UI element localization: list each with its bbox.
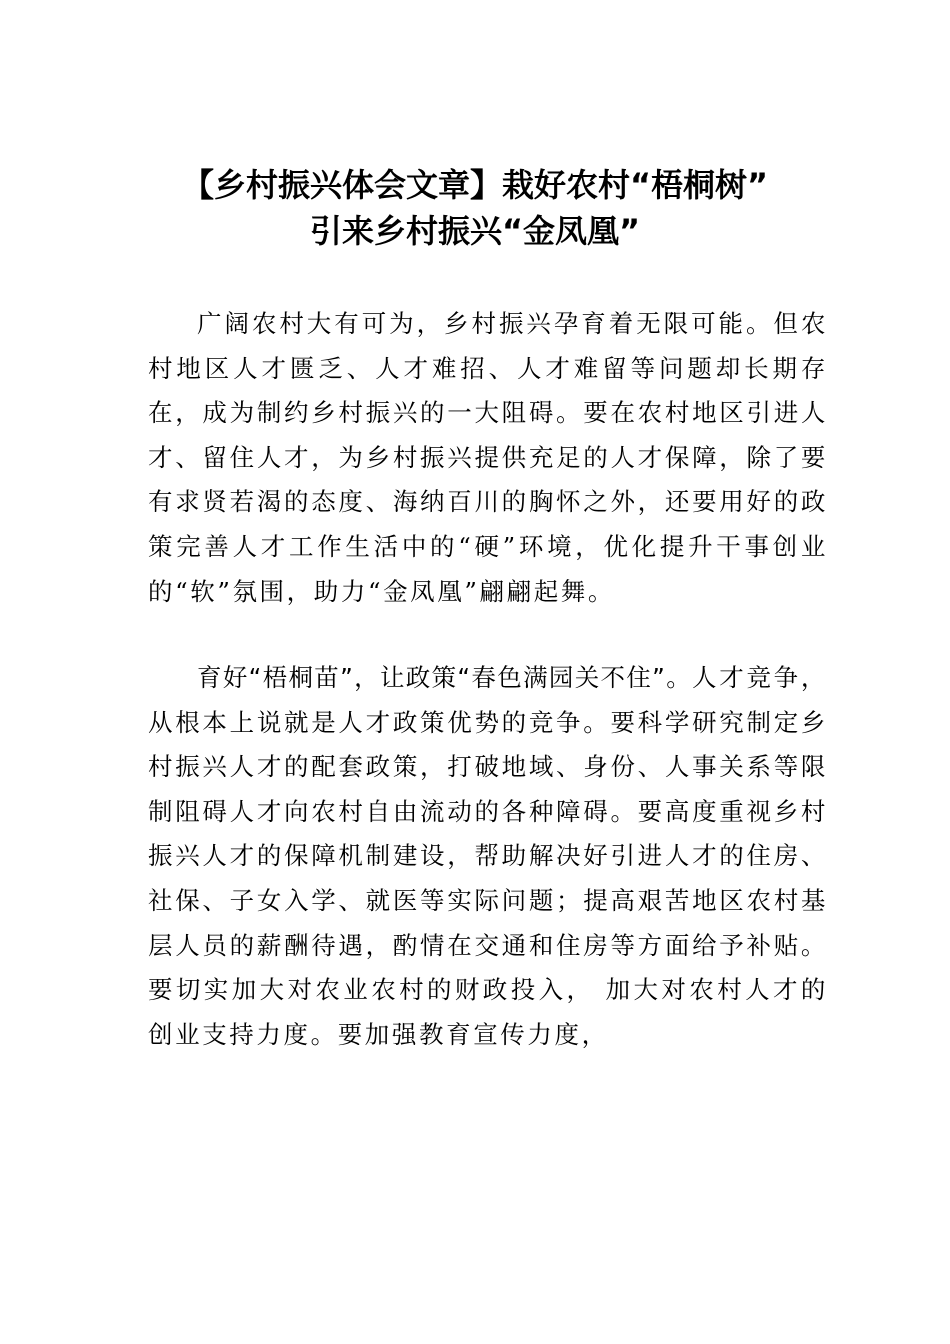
paragraph-1 (148, 302, 828, 614)
paragraph-2-lead: 育好“梧桐苗”，让政策“春色满园关不住”。 (197, 663, 693, 692)
document-title-line-1: 【乡村振兴体会文章】栽好农村“梧桐树” (181, 166, 769, 204)
paragraph-2-text: 人才竞争，从根本上说就是人才政策优势的竞争。要科学研究制定乡村振兴人才的配套政策，打破地域、身份、人事关系等限制阻碍人才向农村自由流动的各种障碍。要高度重视乡村振兴人才的保障机制建设，帮助解决好引进人才的住房、社保、子女入学、就医等实际问题；提高艰苦地区农村基层人员的薪酬待遇，酌情在交通和住房等方面给予补贴。要切实加大对农业农村的财政投入， 加大对农村人才的创业支持力度。要加强教育宣传力度， (148, 663, 829, 1049)
paragraph-1-text: 广阔农村大有可为，乡村振兴孕育着无限可能。但农村地区人才匮乏、人才难招、人才难留等问题却长期存在，成为制约乡村振兴的一大阻碍。要在农村地区引进人才、留住人才，为乡村振兴提供充足的人才保障，除了要有求贤若渴的态度、海纳百川的胸怀之外，还要用好的政策完善人才工作生活中的“硬”环境，优化提升干事创业的“软”氛围，助力“金凤凰”翩翩起舞。 (148, 309, 828, 606)
document-title-line-2: 引来乡村振兴“金凤凰” (309, 212, 641, 250)
paragraph-2 (148, 656, 828, 1057)
